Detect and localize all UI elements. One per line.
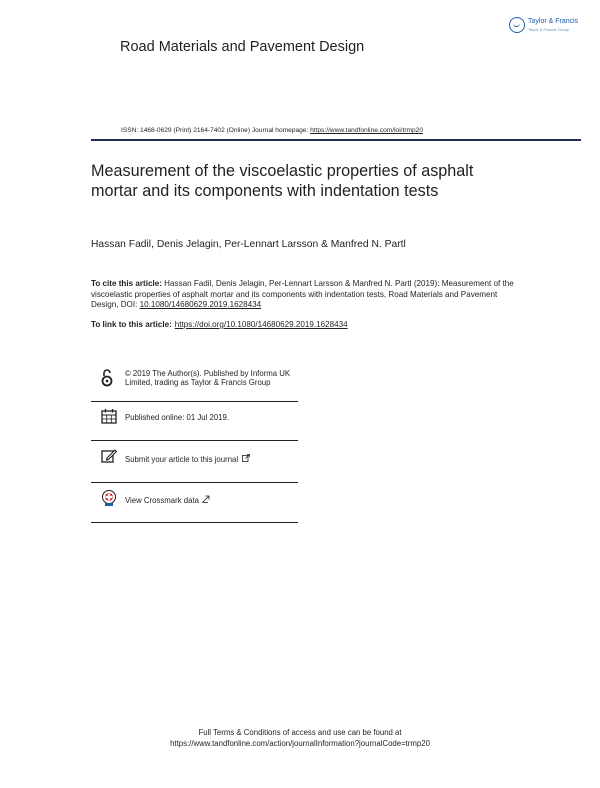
logo-name: Taylor & Francis bbox=[528, 18, 579, 25]
divider bbox=[91, 482, 298, 483]
crossmark-icon bbox=[101, 489, 117, 507]
journal-homepage-link[interactable]: https://www.tandfonline.com/loi/trmp20 bbox=[310, 127, 424, 134]
open-access-text: © 2019 The Author(s). Published by Informa UK Limited, trading as Taylor & Francis Group bbox=[125, 369, 291, 388]
issn-text: ISSN: 1468-0629 (Print) 2164-7402 (Online) Journal homepage: bbox=[121, 127, 311, 134]
citation-block bbox=[91, 279, 516, 311]
footer-terms-link[interactable]: https://www.tandfonline.com/action/journalInformation?journalCode=trmp20 bbox=[170, 739, 430, 748]
divider bbox=[91, 440, 298, 441]
external-link-icon bbox=[242, 454, 250, 462]
footer-terms: Full Terms & Conditions of access and use can be found at bbox=[198, 728, 402, 737]
link-to-article bbox=[91, 320, 348, 329]
published-row bbox=[91, 406, 298, 432]
divider bbox=[91, 522, 298, 523]
divider bbox=[91, 401, 298, 402]
cite-text: Hassan Fadil, Denis Jelagin, Per-Lennart Larsson & Manfred N. Partl (2019): Measurement of the viscoelastic properties of asphalt mortar and its components with indentation tests, Road Materials and Pavement Design, DOI: bbox=[91, 279, 514, 310]
edit-icon bbox=[101, 448, 117, 464]
logo-subtitle: Taylor & Francis Group bbox=[528, 27, 569, 32]
issn-line bbox=[121, 127, 423, 134]
crossmark-label: View Crossmark data bbox=[125, 496, 199, 505]
link-label: To link to this article: bbox=[91, 320, 172, 329]
article-doi-link[interactable]: https://doi.org/10.1080/14680629.2019.1628434 bbox=[174, 320, 348, 329]
crossmark-row[interactable] bbox=[91, 488, 298, 514]
published-date: Published online: 01 Jul 2019. bbox=[125, 413, 230, 422]
authors: Hassan Fadil, Denis Jelagin, Per-Lennart Larsson & Manfred N. Partl bbox=[91, 239, 406, 250]
open-access-icon bbox=[101, 368, 113, 388]
logo-mark-icon bbox=[509, 17, 525, 33]
open-access-row bbox=[91, 366, 298, 402]
header-rule bbox=[91, 139, 581, 141]
crossmark-link[interactable] bbox=[125, 495, 210, 505]
calendar-icon bbox=[101, 408, 117, 424]
cite-doi-link[interactable]: 10.1080/14680629.2019.1628434 bbox=[139, 300, 262, 310]
journal-title: Road Materials and Pavement Design bbox=[120, 39, 365, 55]
publisher-logo[interactable] bbox=[509, 14, 585, 38]
cite-label: To cite this article: bbox=[91, 279, 162, 288]
submit-article-link[interactable] bbox=[125, 454, 250, 464]
submit-label: Submit your article to this journal bbox=[125, 455, 239, 464]
submit-row[interactable] bbox=[91, 446, 298, 474]
external-link-icon bbox=[202, 495, 210, 503]
article-title: Measurement of the viscoelastic properties of asphalt mortar and its components with indentation tests bbox=[91, 162, 474, 200]
